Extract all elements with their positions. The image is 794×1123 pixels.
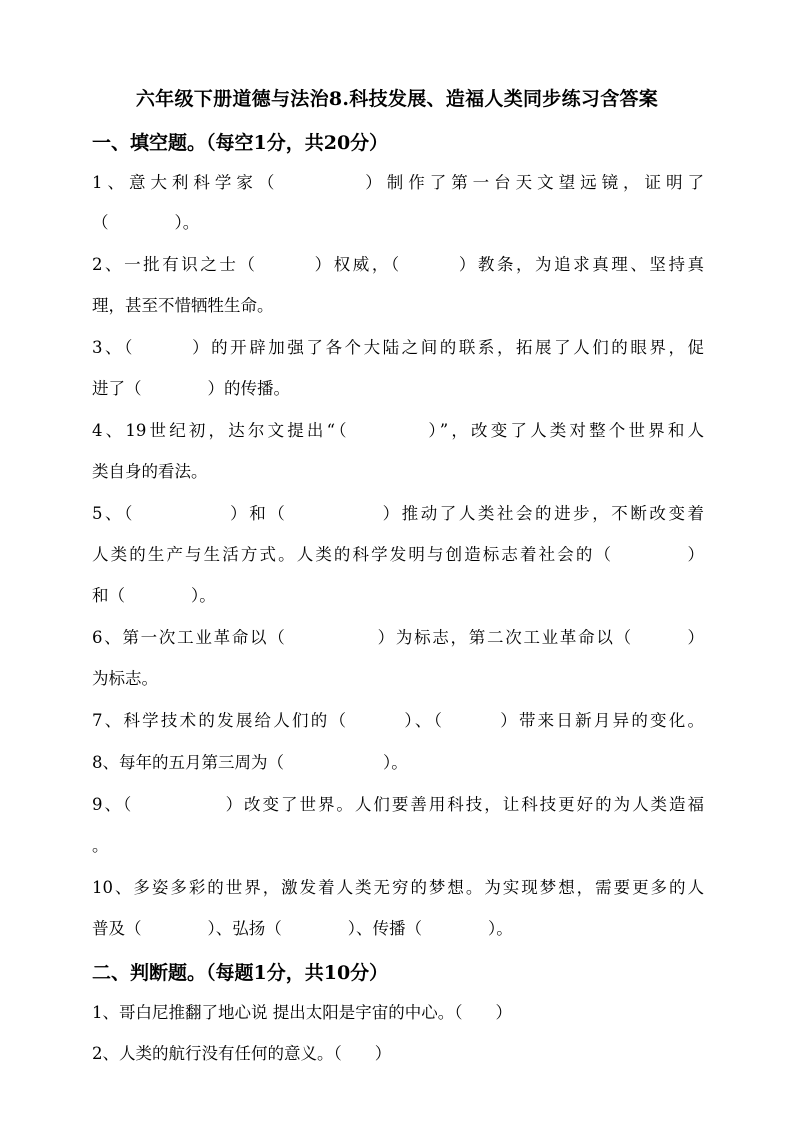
question-line: 类自身的看法。: [92, 462, 208, 481]
section-heading-true-false: 二、判断题。（每题1分，共10分）: [92, 962, 389, 984]
question-line: 10、多姿多彩的世界，激发着人类无穷的梦想。为实现梦想，需要更多的人: [92, 878, 704, 897]
question-line: 2、人类的航行没有任何的意义。（ ）: [92, 1044, 392, 1063]
question-line: 和（ ）。: [92, 586, 216, 605]
question-line: 人类的生产与生活方式。人类的科学发明与创造标志着社会的（ ）: [92, 545, 704, 564]
question-line: （ ）。: [92, 213, 200, 232]
question-line: 理，甚至不惜牺牲生命。: [92, 296, 274, 315]
question-line: 1、哥白尼推翻了地心说 提出太阳是宇宙的中心。（ ）: [92, 1003, 512, 1022]
question-line: 进了（ ）的传播。: [92, 379, 290, 398]
question-line: 7、科学技术的发展给人们的（ ）、（ ）带来日新月异的变化。: [92, 711, 704, 730]
question-line: 4、19世纪初，达尔文提出“（ ）”，改变了人类对整个世界和人: [92, 421, 704, 440]
question-line: 1、意大利科学家（ ）制作了第一台天文望远镜，证明了: [92, 173, 704, 192]
question-line: 5、（ ）和（ ）推动了人类社会的进步，不断改变着: [92, 504, 704, 523]
question-line: 。: [92, 836, 109, 855]
question-line: 8、每年的五月第三周为（ ）。: [92, 753, 408, 772]
question-line: 为标志。: [92, 669, 158, 688]
question-line: 普及（ ）、弘扬（ ）、传播（ ）。: [92, 919, 513, 938]
question-line: 9、（ ）改变了世界。人们要善用科技，让科技更好的为人类造福: [92, 795, 704, 814]
document-title: 六年级下册道德与法治8.科技发展、造福人类同步练习含答案: [135, 88, 659, 110]
question-line: 2、一批有识之士（ ）权威，（ ）教条，为追求真理、坚持真: [92, 255, 704, 274]
section-heading-fill-in: 一、填空题。（每空1分，共20分）: [92, 132, 389, 154]
question-line: 3、（ ）的开辟加强了各个大陆之间的联系，拓展了人们的眼界，促: [92, 338, 704, 357]
question-line: 6、第一次工业革命以（ ）为标志，第二次工业革命以（ ）: [92, 628, 704, 647]
